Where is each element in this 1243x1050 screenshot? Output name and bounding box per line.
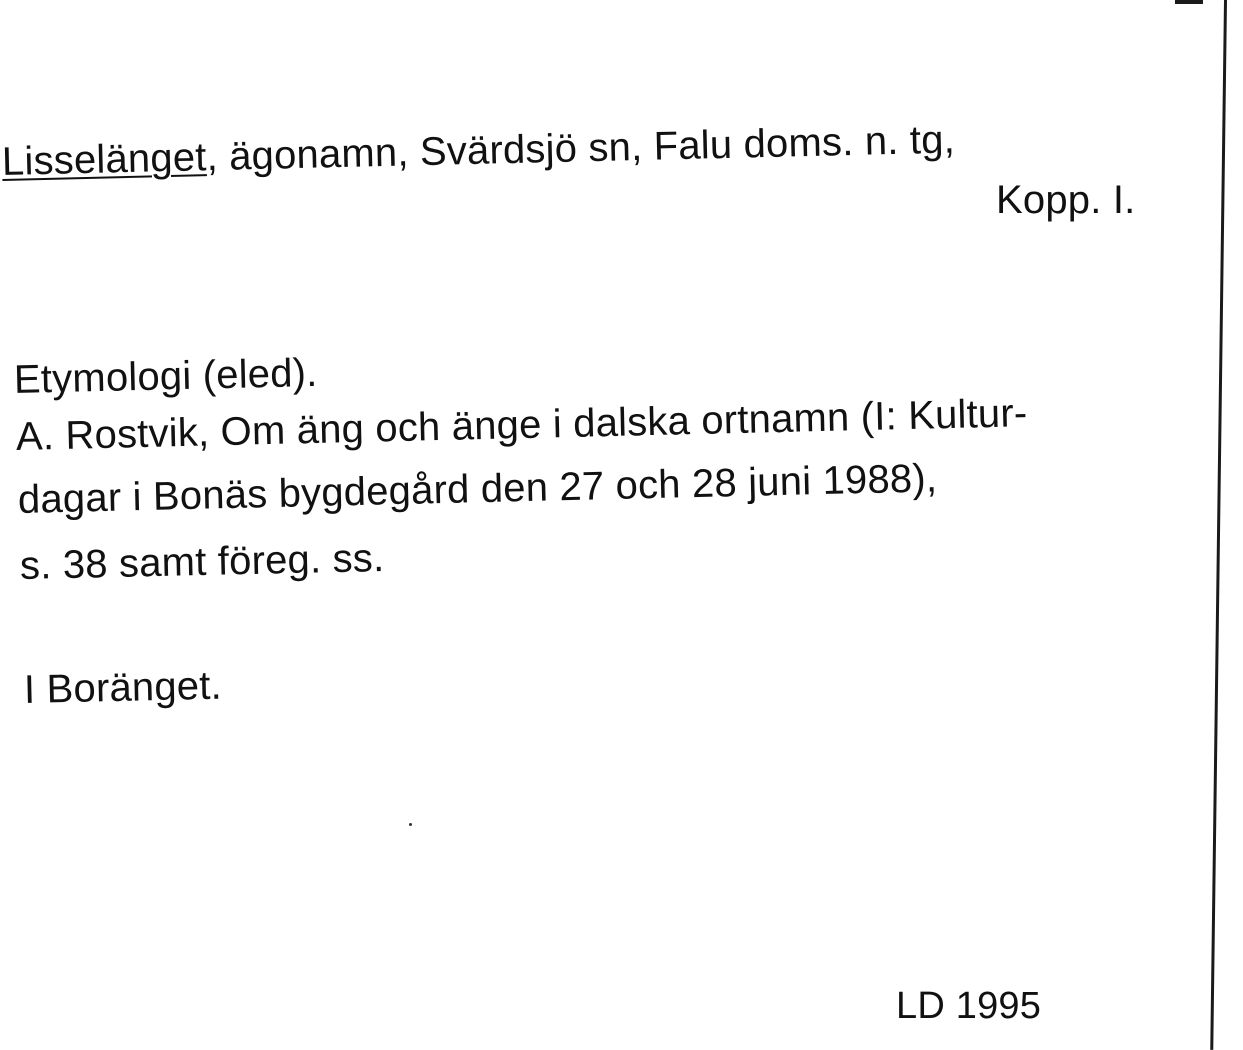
cross-reference: I Boränget. [23, 663, 223, 712]
scan-speck [409, 823, 412, 826]
etymology-label: Etymologi (eled). [13, 350, 318, 402]
reference-line: s. 38 samt föreg. ss. [19, 536, 385, 588]
parish-reference: Kopp. I. [996, 178, 1136, 222]
entry-title-line [1, 118, 955, 184]
headword: Lisselänget [1, 135, 208, 184]
reference-line: A. Rostvik, Om äng och änge i dalska ortnamn (I: Kultur- [15, 391, 1028, 459]
reference-line: dagar i Bonäs bygdegård den 27 och 28 juni 1988), [17, 456, 938, 522]
card-right-edge [1210, 0, 1227, 1050]
signature: LD 1995 [896, 985, 1042, 1027]
entry-description: , ägonamn, Svärdsjö sn, Falu doms. n. tg, [206, 117, 956, 180]
card-edge-tab [1175, 0, 1203, 4]
